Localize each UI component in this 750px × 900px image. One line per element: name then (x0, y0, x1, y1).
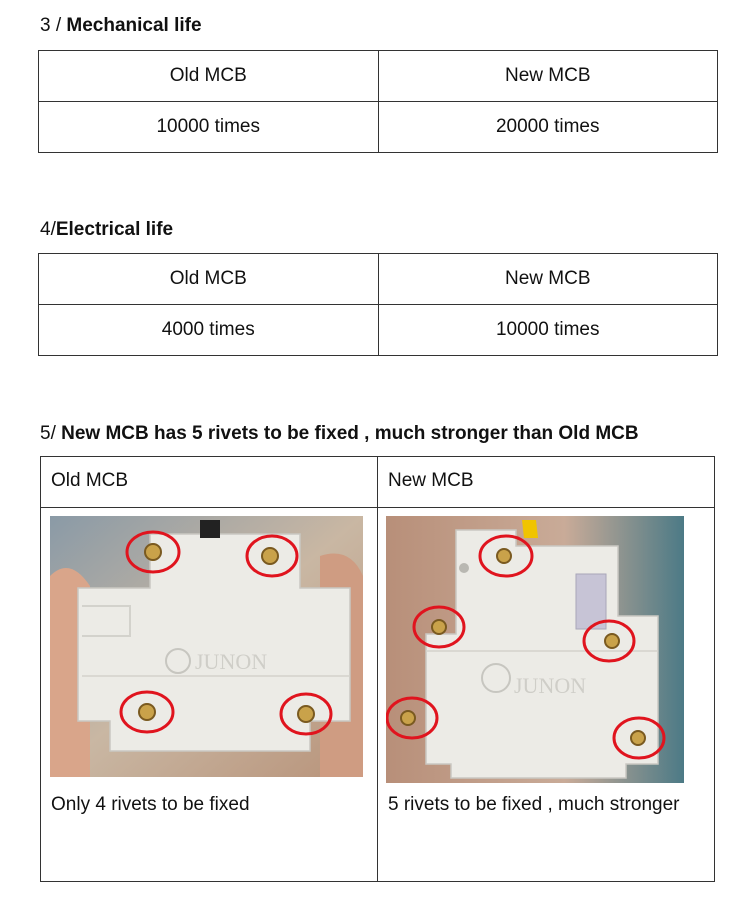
table-header-row (39, 254, 718, 305)
table-header-row (39, 51, 718, 102)
brand-name: JUNON (514, 673, 587, 698)
electrical-life-table (38, 253, 718, 356)
mechanical-life-table (38, 50, 718, 153)
new-mcb-header: New MCB (378, 51, 718, 102)
rivets-comparison-table (40, 456, 715, 882)
new-mcb-photo (386, 516, 684, 783)
new-mcb-label: New MCB (388, 470, 474, 491)
section-3-prefix: 3 / (40, 15, 67, 36)
section-5-prefix: 5/ (40, 423, 62, 444)
new-mcb-column-header (378, 457, 715, 508)
old-mcb-header: Old MCB (39, 254, 379, 305)
old-mcb-photo (50, 516, 363, 777)
old-mcb-photo-cell (41, 508, 378, 882)
new-mcb-header: New MCB (378, 254, 718, 305)
old-mcb-header: Old MCB (39, 51, 379, 102)
old-mcb-mechanical-value: 10000 times (39, 102, 379, 153)
section-4-title: Electrical life (55, 219, 174, 240)
new-mcb-electrical-value: 10000 times (378, 305, 718, 356)
mcb-hole (459, 563, 469, 573)
new-mcb-mechanical-value: 20000 times (378, 102, 718, 153)
table-row (41, 508, 715, 882)
table-row (39, 102, 718, 153)
section-4-heading (40, 218, 173, 242)
old-mcb-caption: Only 4 rivets to be fixed (51, 794, 250, 815)
section-3-heading (40, 14, 202, 38)
section-4-prefix: 4/ (40, 219, 56, 240)
new-mcb-photo-cell (378, 508, 715, 882)
section-5-heading (40, 422, 639, 446)
table-header-row (41, 457, 715, 508)
table-row (39, 305, 718, 356)
new-mcb-caption: 5 rivets to be fixed , much stronger (388, 794, 680, 815)
mcb-top-clip (200, 520, 220, 538)
brand-name: JUNON (195, 649, 268, 674)
old-mcb-electrical-value: 4000 times (39, 305, 379, 356)
section-5-title: New MCB has 5 rivets to be fixed , much stronger than Old MCB (61, 423, 639, 444)
old-mcb-column-header (41, 457, 378, 508)
mcb-yellow-clip (522, 520, 538, 538)
section-3-title: Mechanical life (66, 15, 202, 36)
old-mcb-label: Old MCB (51, 470, 129, 491)
